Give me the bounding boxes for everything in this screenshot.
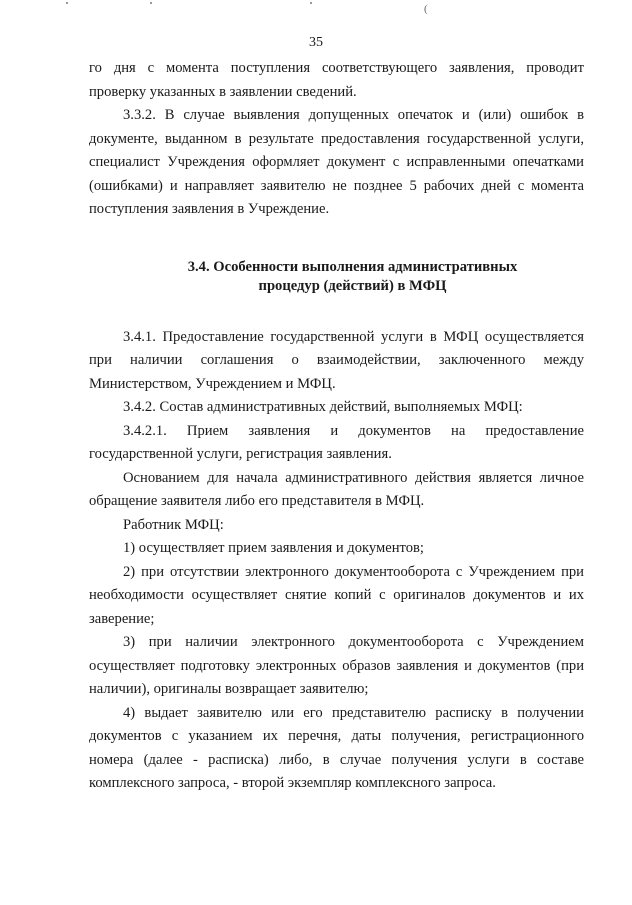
- list-item-1: 1) осуществляет прием заявления и документов;: [123, 540, 424, 556]
- paragraph-worker: Работник МФЦ:: [123, 516, 224, 533]
- list-item-4: 4) выдает заявителю или его представителю расписку в получении документов с указанием их перечня, даты получения, регистрационного номера (далее - расписка) либо, в случае получения услуги в составе комплексного запроса, - второй экземпляр комплексного запроса.: [89, 704, 584, 791]
- scan-dot: [310, 2, 312, 4]
- document-body: [89, 57, 584, 796]
- paragraph-3-4-2: 3.4.2. Состав административных действий, выполняемых МФЦ:: [123, 399, 523, 415]
- list-item-3: 3) при наличии электронного документооборота с Учреждением осуществляет подготовку электронных образов заявления и документов (при наличии), оригиналы возвращает заявителю;: [89, 634, 584, 697]
- scan-dot: [150, 2, 152, 4]
- heading-line: процедур (действий) в МФЦ: [258, 277, 447, 294]
- heading-line: 3.4. Особенности выполнения административных: [187, 258, 518, 275]
- scan-mark: (: [424, 3, 428, 15]
- list-item-2: 2) при отсутствии электронного документооборота с Учреждением при необходимости осуществляет снятие копий с оригиналов документов и их заверение;: [89, 563, 584, 627]
- scan-dot: [66, 2, 68, 4]
- paragraph-3-4-1: 3.4.1. Предоставление государственной услуги в МФЦ осуществляется при наличии соглашения о взаимодействии, заключенного между Министерством, Учреждением и МФЦ.: [89, 328, 584, 392]
- section-heading: [89, 258, 584, 296]
- page-number: 35: [309, 35, 323, 50]
- paragraph-3-3-2: 3.3.2. В случае выявления допущенных опечаток и (или) ошибок в документе, выданном в результате предоставления государственной услуги, специалист Учреждения оформляет документ с исправленными опечатками (ошибками) и направляет заявителю не позднее 5 рабочих дней с момента поступления заявления в Учреждение.: [89, 107, 584, 217]
- paragraph-3-4-2-1: 3.4.2.1. Прием заявления и документов на предоставление государственной услуги, регистрация заявления.: [89, 422, 584, 462]
- paragraph-basis: Основанием для начала административного действия является личное обращение заявителя либо его представителя в МФЦ.: [89, 469, 584, 509]
- paragraph-continuation: го дня с момента поступления соответствующего заявления, проводит проверку указанных в заявлении сведений.: [89, 60, 584, 100]
